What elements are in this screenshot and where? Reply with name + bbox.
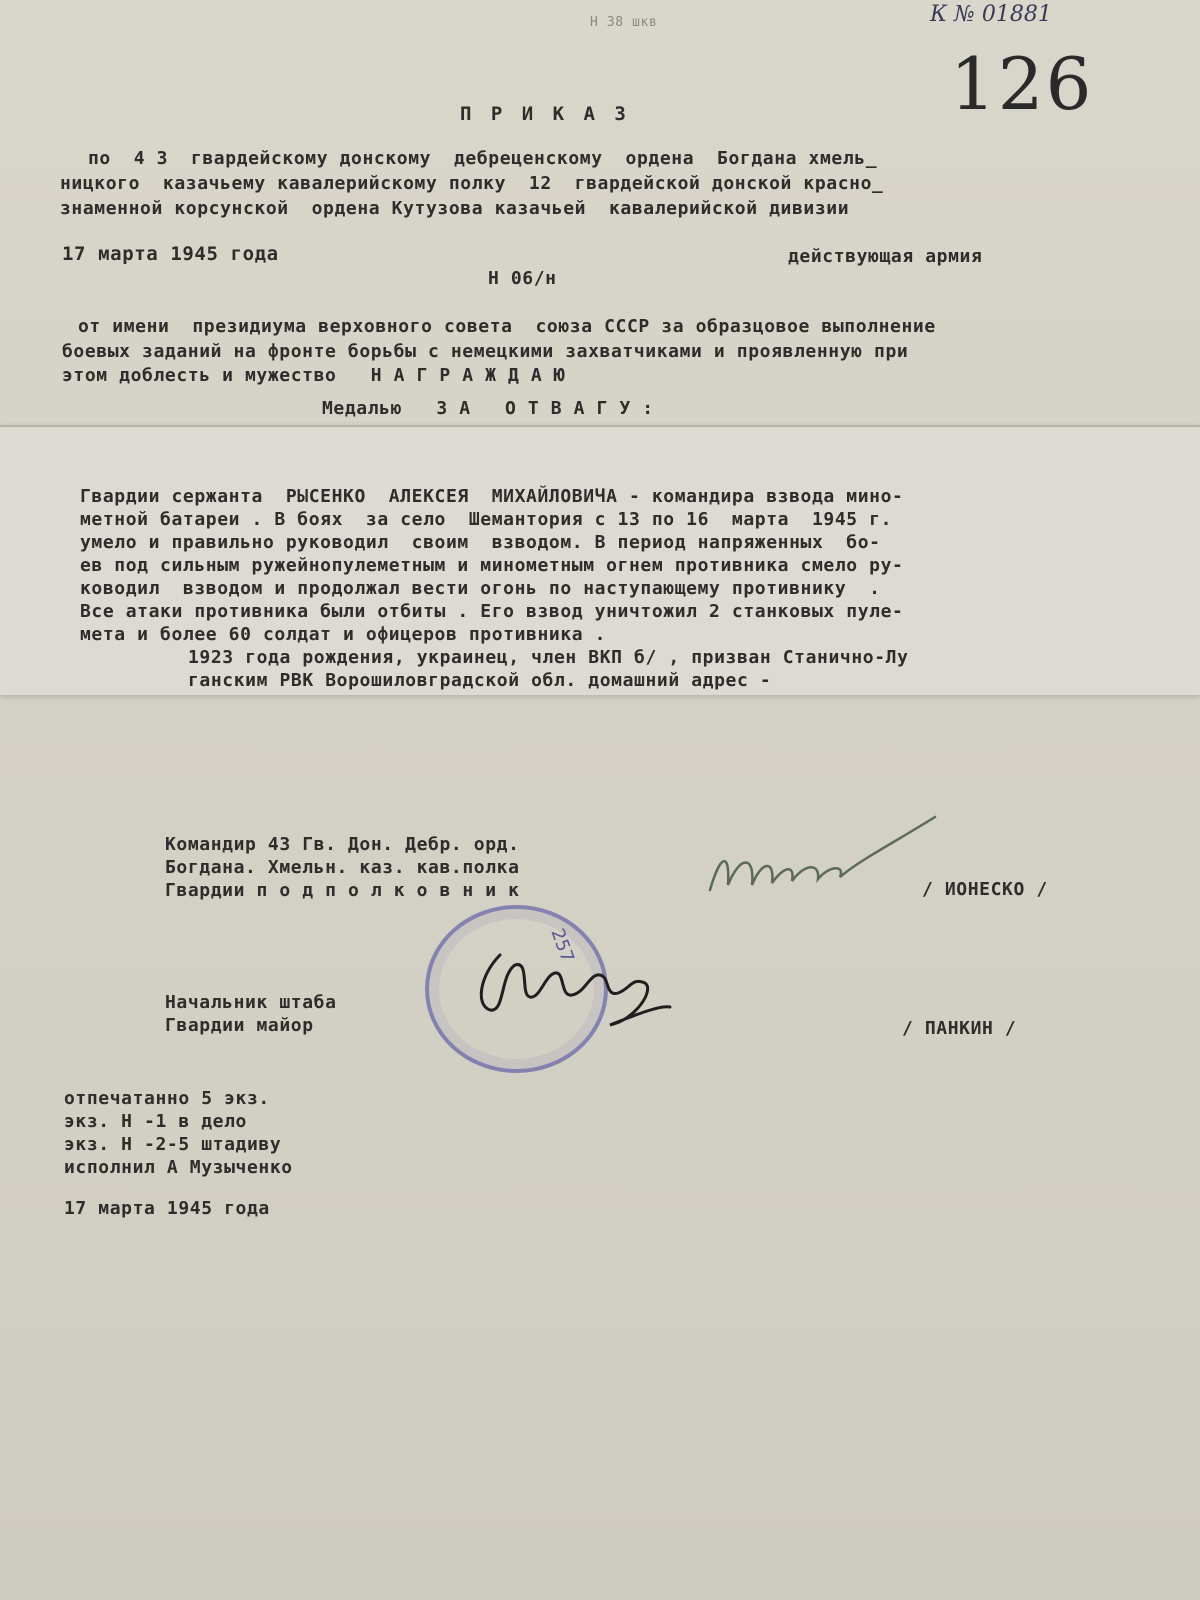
- chief-name: / ПАНКИН /: [902, 1018, 1017, 1039]
- citation-line-2: метной батареи . В боях за село Шемантория с 13 по 16 марта 1945 г.: [80, 509, 893, 530]
- citation-line-8: 1923 года рождения, украинец, член ВКП б/ , призван Станично-Лу: [188, 647, 909, 668]
- preamble-line-3: этом доблесть и мужество Н А Г Р А Ж Д А Ю: [62, 365, 566, 386]
- commander-title-line-1: Командир 43 Гв. Дон. Дебр. орд.: [165, 834, 520, 855]
- footer-line-2: экз. Н -1 в дело: [64, 1111, 247, 1132]
- commander-title-line-2: Богдана. Хмельн. каз. кав.полка: [165, 857, 520, 878]
- citation-line-4: ев под сильным ружейнопулеметным и минометным огнем противника смело ру-: [80, 555, 904, 576]
- citation-line-3: умело и правильно руководил своим взводом. В период напряженных бо-: [80, 532, 881, 553]
- order-number: Н 06/н: [488, 268, 557, 289]
- header-line-1: по 4 3 гвардейскому донскому дебреценскому ордена Богдана хмель_: [88, 148, 878, 169]
- page-number: 126: [950, 42, 1094, 126]
- citation-line-7: мета и более 60 солдат и офицеров противника .: [80, 624, 607, 645]
- preamble-line-1: от имени президиума верховного совета союза СССР за образцовое выполнение: [78, 316, 936, 337]
- chief-signature: [460, 935, 680, 1035]
- commander-signature: [700, 805, 950, 915]
- stamp-number: 257: [546, 925, 578, 966]
- chief-title-line-2: Гвардии майор: [165, 1015, 314, 1036]
- header-line-2: ницкого казачьему кавалерийскому полку 12 гвардейской донской красно_: [60, 173, 884, 194]
- chief-title-line-1: Начальник штаба: [165, 992, 337, 1013]
- footer-line-3: экз. Н -2-5 штадиву: [64, 1134, 282, 1155]
- citation-line-5: ководил взводом и продолжал вести огонь по наступающему противнику .: [80, 578, 881, 599]
- commander-title-line-3: Гвардии п о д п о л к о в н и к: [165, 880, 520, 901]
- order-date: 17 марта 1945 года: [62, 243, 279, 265]
- citation-line-1: Гвардии сержанта РЫСЕНКО АЛЕКСЕЯ МИХАЙЛОВИЧА - командира взвода мино-: [80, 486, 904, 507]
- header-line-3: знаменной корсунской ордена Кутузова казачьей кавалерийской дивизии: [60, 198, 850, 219]
- footer-line-1: отпечатанно 5 экз.: [64, 1088, 270, 1109]
- citation-line-6: Все атаки противника были отбиты . Его взвод уничтожил 2 станковых пуле-: [80, 601, 904, 622]
- preamble-line-2: боевых заданий на фронте борьбы с немецкими захватчиками и проявленную при: [62, 341, 909, 362]
- citation-line-9: ганским РВК Ворошиловградской обл. домашний адрес -: [188, 670, 772, 691]
- footer-date: 17 марта 1945 года: [64, 1198, 270, 1219]
- order-place: действующая армия: [788, 246, 983, 267]
- commander-name: / ИОНЕСКО /: [922, 879, 1048, 900]
- order-title: П Р И К А З: [460, 103, 630, 125]
- archive-number-note: К № 01881: [930, 2, 1052, 27]
- footer-line-4: исполнил А Музыченко: [64, 1157, 293, 1178]
- faint-top-note: Н 38 шкв: [590, 15, 658, 30]
- medal-line: Медалью З А О Т В А Г У :: [322, 398, 654, 419]
